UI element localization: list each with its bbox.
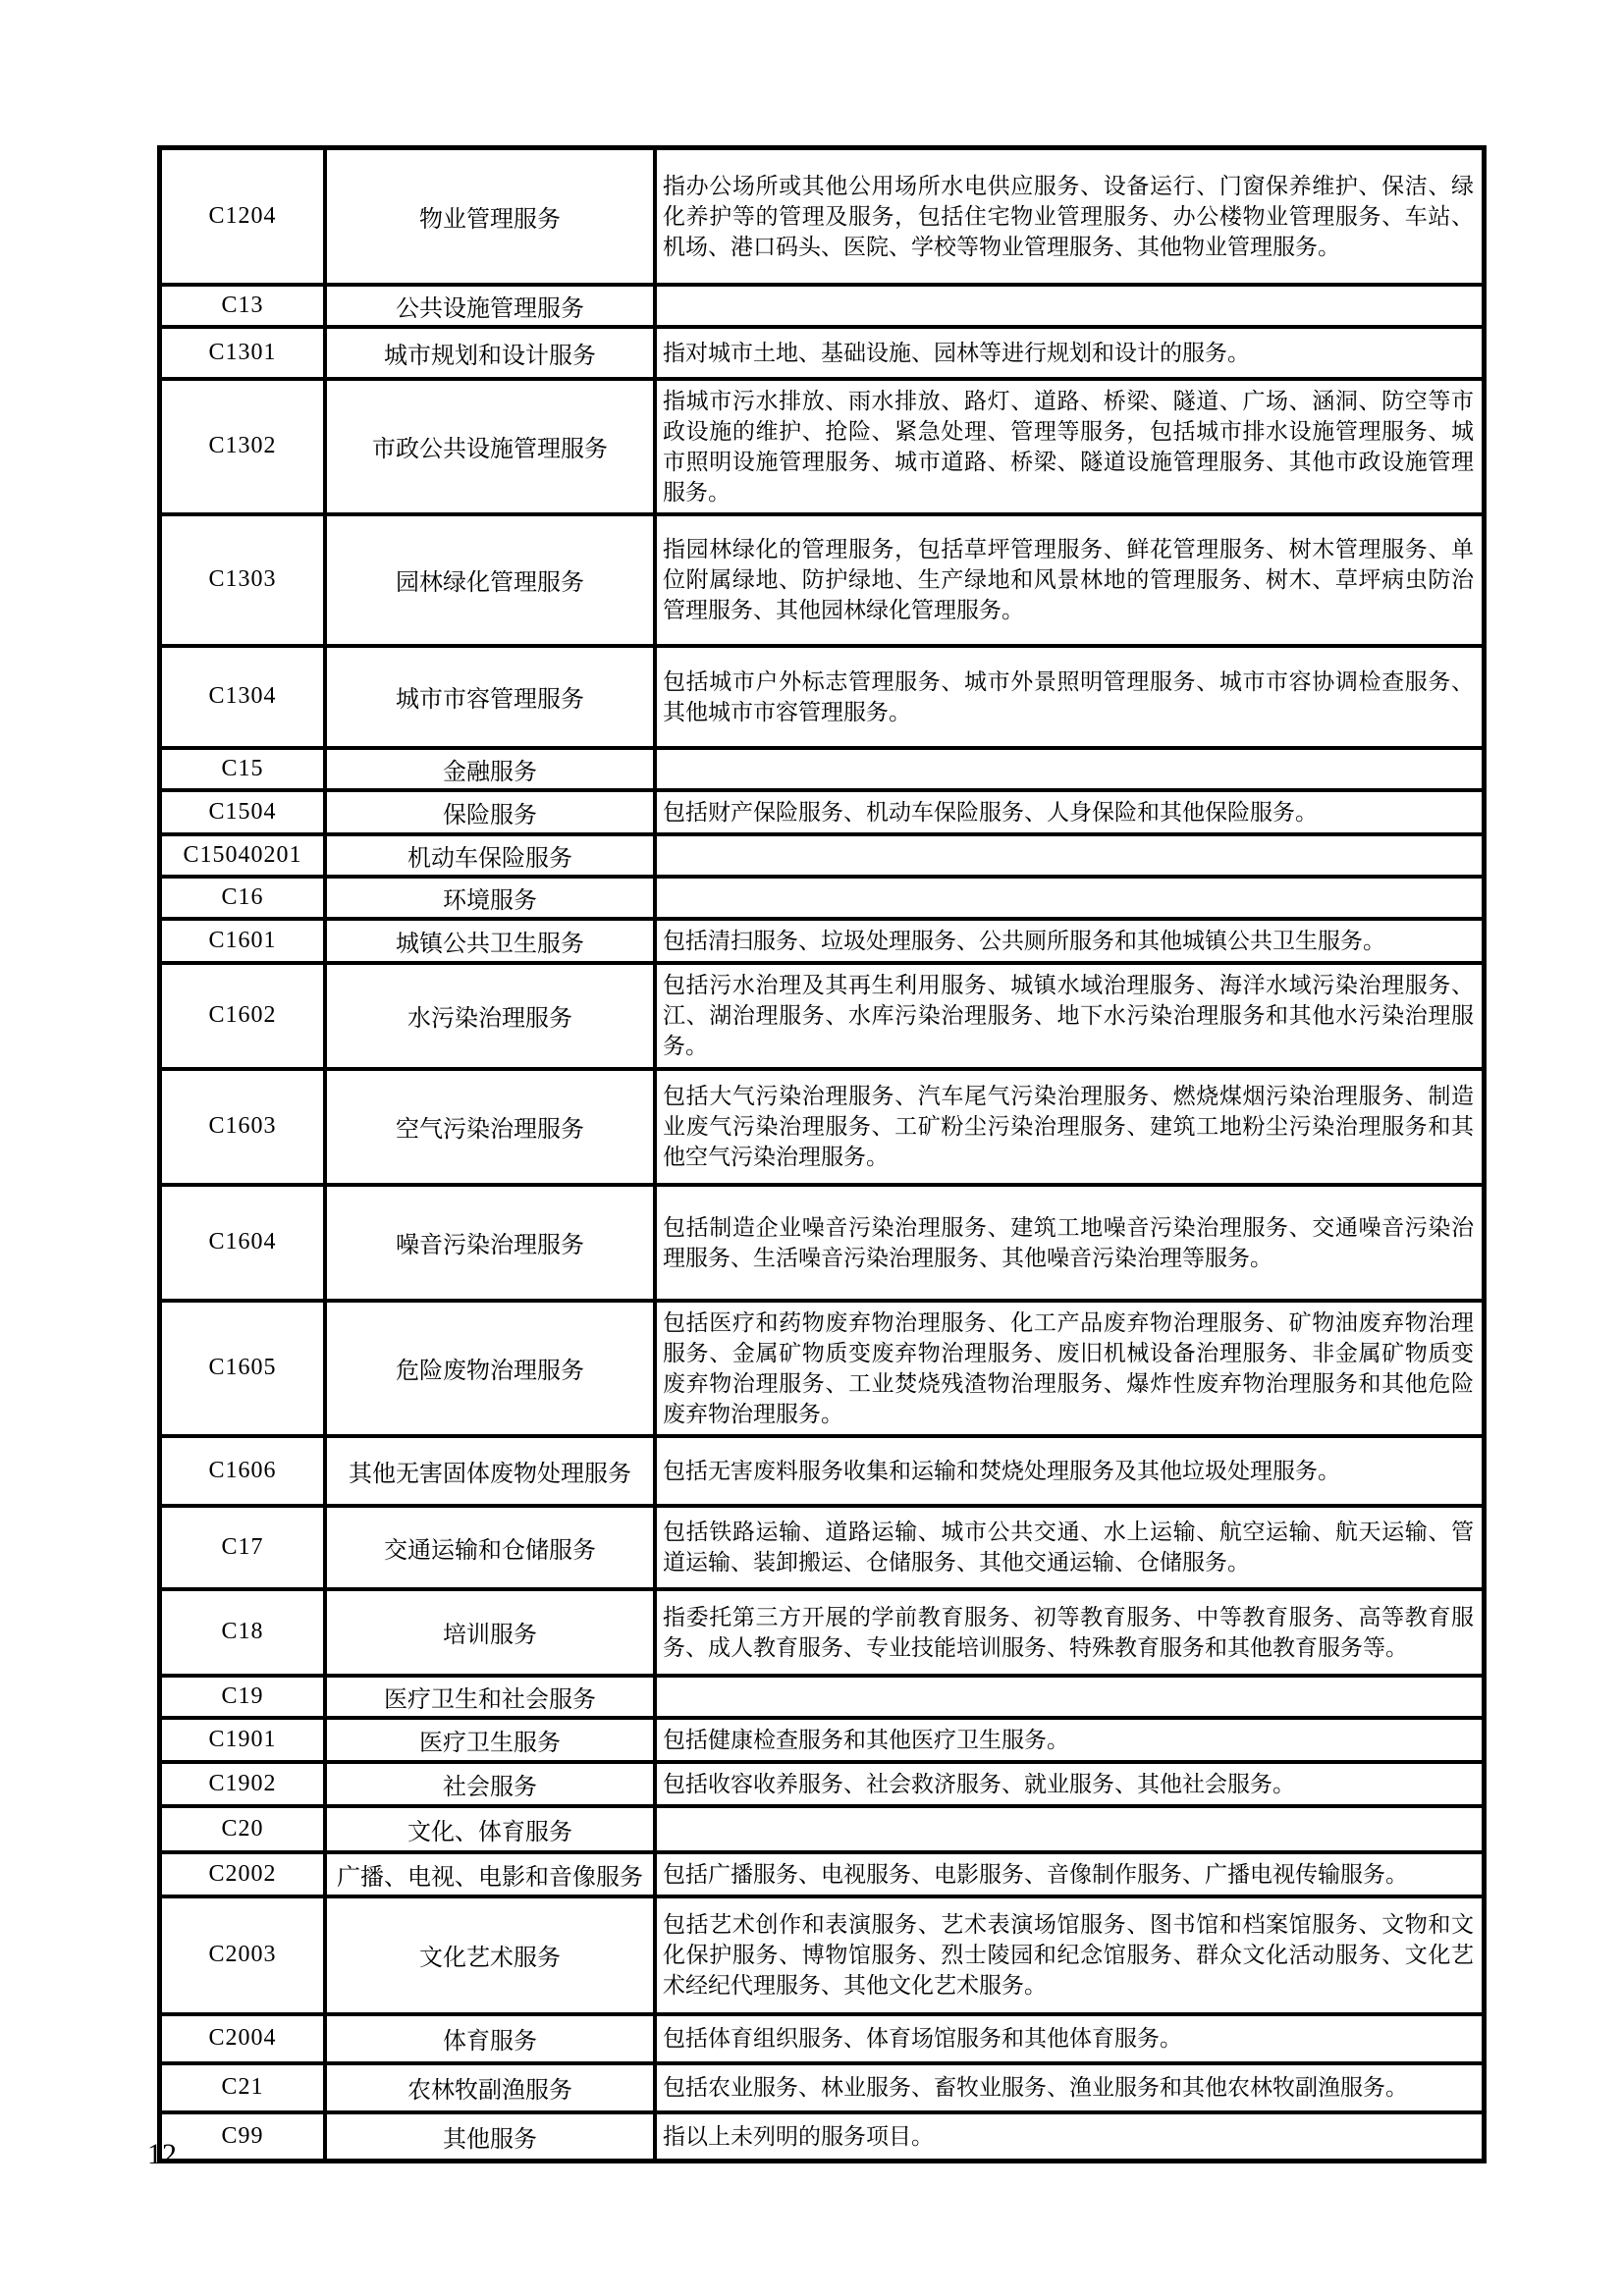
code-cell: C20 bbox=[160, 1806, 326, 1852]
code-cell: C1601 bbox=[160, 919, 326, 963]
code-cell: C1302 bbox=[160, 379, 326, 514]
table-row bbox=[160, 285, 1485, 327]
desc-cell: 指办公场所或其他公用场所水电供应服务、设备运行、门窗保养维护、保洁、绿化养护等的管理及服务，包括住宅物业管理服务、办公楼物业管理服务、车站、机场、港口码头、医院、学校等物业管理服务、其他物业管理服务。 bbox=[655, 148, 1485, 285]
code-cell: C1604 bbox=[160, 1185, 326, 1301]
table-row bbox=[160, 1301, 1485, 1436]
desc-cell: 包括体育组织服务、体育场馆服务和其他体育服务。 bbox=[655, 2014, 1485, 2063]
code-cell: C2002 bbox=[160, 1852, 326, 1896]
code-cell: C18 bbox=[160, 1589, 326, 1676]
name-cell: 空气污染治理服务 bbox=[325, 1069, 655, 1185]
table-row bbox=[160, 1762, 1485, 1806]
code-cell: C1303 bbox=[160, 514, 326, 646]
name-cell: 城市规划和设计服务 bbox=[325, 327, 655, 379]
name-cell: 文化、体育服务 bbox=[325, 1806, 655, 1852]
table-row bbox=[160, 1676, 1485, 1718]
table-row bbox=[160, 963, 1485, 1069]
name-cell: 医疗卫生服务 bbox=[325, 1718, 655, 1762]
table-row bbox=[160, 2063, 1485, 2112]
name-cell: 其他无害固体废物处理服务 bbox=[325, 1436, 655, 1506]
table-row bbox=[160, 1185, 1485, 1301]
table-row bbox=[160, 514, 1485, 646]
code-cell: C1902 bbox=[160, 1762, 326, 1806]
code-cell: C2004 bbox=[160, 2014, 326, 2063]
table-row bbox=[160, 1436, 1485, 1506]
desc-cell: 包括铁路运输、道路运输、城市公共交通、水上运输、航空运输、航天运输、管道运输、装卸搬运、仓储服务、其他交通运输、仓储服务。 bbox=[655, 1506, 1485, 1589]
code-cell: C1602 bbox=[160, 963, 326, 1069]
code-cell: C15040201 bbox=[160, 834, 326, 877]
table-row bbox=[160, 1852, 1485, 1896]
table-row bbox=[160, 748, 1485, 790]
name-cell: 城镇公共卫生服务 bbox=[325, 919, 655, 963]
desc-cell: 包括清扫服务、垃圾处理服务、公共厕所服务和其他城镇公共卫生服务。 bbox=[655, 919, 1485, 963]
desc-cell: 包括健康检查服务和其他医疗卫生服务。 bbox=[655, 1718, 1485, 1762]
name-cell: 园林绿化管理服务 bbox=[325, 514, 655, 646]
table-row bbox=[160, 834, 1485, 877]
desc-cell: 包括收容收养服务、社会救济服务、就业服务、其他社会服务。 bbox=[655, 1762, 1485, 1806]
desc-cell: 包括城市户外标志管理服务、城市外景照明管理服务、城市市容协调检查服务、其他城市市容管理服务。 bbox=[655, 646, 1485, 748]
desc-cell: 指园林绿化的管理服务，包括草坪管理服务、鲜花管理服务、树木管理服务、单位附属绿地、防护绿地、生产绿地和风景林地的管理服务、树木、草坪病虫防治管理服务、其他园林绿化管理服务。 bbox=[655, 514, 1485, 646]
code-cell: C99 bbox=[160, 2112, 326, 2162]
desc-cell: 包括大气污染治理服务、汽车尾气污染治理服务、燃烧煤烟污染治理服务、制造业废气污染治理服务、工矿粉尘污染治理服务、建筑工地粉尘污染治理服务和其他空气污染治理服务。 bbox=[655, 1069, 1485, 1185]
name-cell: 物业管理服务 bbox=[325, 148, 655, 285]
code-cell: C16 bbox=[160, 877, 326, 919]
code-cell: C19 bbox=[160, 1676, 326, 1718]
table-row bbox=[160, 1069, 1485, 1185]
desc-cell: 包括无害废料服务收集和运输和焚烧处理服务及其他垃圾处理服务。 bbox=[655, 1436, 1485, 1506]
name-cell: 城市市容管理服务 bbox=[325, 646, 655, 748]
desc-cell: 指委托第三方开展的学前教育服务、初等教育服务、中等教育服务、高等教育服务、成人教育服务、专业技能培训服务、特殊教育服务和其他教育服务等。 bbox=[655, 1589, 1485, 1676]
code-cell: C15 bbox=[160, 748, 326, 790]
name-cell: 金融服务 bbox=[325, 748, 655, 790]
name-cell: 危险废物治理服务 bbox=[325, 1301, 655, 1436]
name-cell: 机动车保险服务 bbox=[325, 834, 655, 877]
desc-cell bbox=[655, 1676, 1485, 1718]
service-classification-table-wrap bbox=[157, 145, 1487, 2163]
name-cell: 公共设施管理服务 bbox=[325, 285, 655, 327]
table-row bbox=[160, 2112, 1485, 2162]
code-cell: C21 bbox=[160, 2063, 326, 2112]
code-cell: C1504 bbox=[160, 790, 326, 834]
table-row bbox=[160, 379, 1485, 514]
table-row bbox=[160, 2014, 1485, 2063]
table-row bbox=[160, 646, 1485, 748]
desc-cell: 包括医疗和药物废弃物治理服务、化工产品废弃物治理服务、矿物油废弃物治理服务、金属矿物质变废弃物治理服务、废旧机械设备治理服务、非金属矿物质变废弃物治理服务、工业焚烧残渣物治理服务、爆炸性废弃物治理服务和其他危险废弃物治理服务。 bbox=[655, 1301, 1485, 1436]
desc-cell bbox=[655, 748, 1485, 790]
table-row bbox=[160, 919, 1485, 963]
name-cell: 其他服务 bbox=[325, 2112, 655, 2162]
name-cell: 社会服务 bbox=[325, 1762, 655, 1806]
name-cell: 农林牧副渔服务 bbox=[325, 2063, 655, 2112]
name-cell: 市政公共设施管理服务 bbox=[325, 379, 655, 514]
desc-cell: 包括财产保险服务、机动车保险服务、人身保险和其他保险服务。 bbox=[655, 790, 1485, 834]
page-number: 12 bbox=[147, 2138, 177, 2170]
table-row bbox=[160, 327, 1485, 379]
table-row bbox=[160, 790, 1485, 834]
desc-cell bbox=[655, 1806, 1485, 1852]
code-cell: C2003 bbox=[160, 1896, 326, 2014]
desc-cell: 包括制造企业噪音污染治理服务、建筑工地噪音污染治理服务、交通噪音污染治理服务、生活噪音污染治理服务、其他噪音污染治理等服务。 bbox=[655, 1185, 1485, 1301]
table-row bbox=[160, 1718, 1485, 1762]
name-cell: 广播、电视、电影和音像服务 bbox=[325, 1852, 655, 1896]
desc-cell bbox=[655, 877, 1485, 919]
code-cell: C1603 bbox=[160, 1069, 326, 1185]
classification-table-body bbox=[160, 148, 1485, 2162]
service-classification-table bbox=[157, 145, 1487, 2163]
desc-cell bbox=[655, 285, 1485, 327]
table-row bbox=[160, 1506, 1485, 1589]
desc-cell: 包括农业服务、林业服务、畜牧业服务、渔业服务和其他农林牧副渔服务。 bbox=[655, 2063, 1485, 2112]
desc-cell bbox=[655, 834, 1485, 877]
table-row bbox=[160, 1589, 1485, 1676]
table-row bbox=[160, 148, 1485, 285]
name-cell: 培训服务 bbox=[325, 1589, 655, 1676]
desc-cell: 包括广播服务、电视服务、电影服务、音像制作服务、广播电视传输服务。 bbox=[655, 1852, 1485, 1896]
code-cell: C13 bbox=[160, 285, 326, 327]
desc-cell: 指城市污水排放、雨水排放、路灯、道路、桥梁、隧道、广场、涵洞、防空等市政设施的维护、抢险、紧急处理、管理等服务，包括城市排水设施管理服务、城市照明设施管理服务、城市道路、桥梁、隧道设施管理服务、其他市政设施管理服务。 bbox=[655, 379, 1485, 514]
name-cell: 交通运输和仓储服务 bbox=[325, 1506, 655, 1589]
table-row bbox=[160, 1806, 1485, 1852]
desc-cell: 指以上未列明的服务项目。 bbox=[655, 2112, 1485, 2162]
table-row bbox=[160, 1896, 1485, 2014]
code-cell: C1301 bbox=[160, 327, 326, 379]
desc-cell: 包括污水治理及其再生利用服务、城镇水域治理服务、海洋水域污染治理服务、江、湖治理服务、水库污染治理服务、地下水污染治理服务和其他水污染治理服务。 bbox=[655, 963, 1485, 1069]
code-cell: C1304 bbox=[160, 646, 326, 748]
code-cell: C1606 bbox=[160, 1436, 326, 1506]
code-cell: C1605 bbox=[160, 1301, 326, 1436]
code-cell: C1901 bbox=[160, 1718, 326, 1762]
desc-cell: 包括艺术创作和表演服务、艺术表演场馆服务、图书馆和档案馆服务、文物和文化保护服务、博物馆服务、烈士陵园和纪念馆服务、群众文化活动服务、文化艺术经纪代理服务、其他文化艺术服务。 bbox=[655, 1896, 1485, 2014]
name-cell: 环境服务 bbox=[325, 877, 655, 919]
name-cell: 保险服务 bbox=[325, 790, 655, 834]
table-row bbox=[160, 877, 1485, 919]
name-cell: 文化艺术服务 bbox=[325, 1896, 655, 2014]
code-cell: C17 bbox=[160, 1506, 326, 1589]
code-cell: C1204 bbox=[160, 148, 326, 285]
name-cell: 体育服务 bbox=[325, 2014, 655, 2063]
name-cell: 医疗卫生和社会服务 bbox=[325, 1676, 655, 1718]
name-cell: 噪音污染治理服务 bbox=[325, 1185, 655, 1301]
desc-cell: 指对城市土地、基础设施、园林等进行规划和设计的服务。 bbox=[655, 327, 1485, 379]
name-cell: 水污染治理服务 bbox=[325, 963, 655, 1069]
